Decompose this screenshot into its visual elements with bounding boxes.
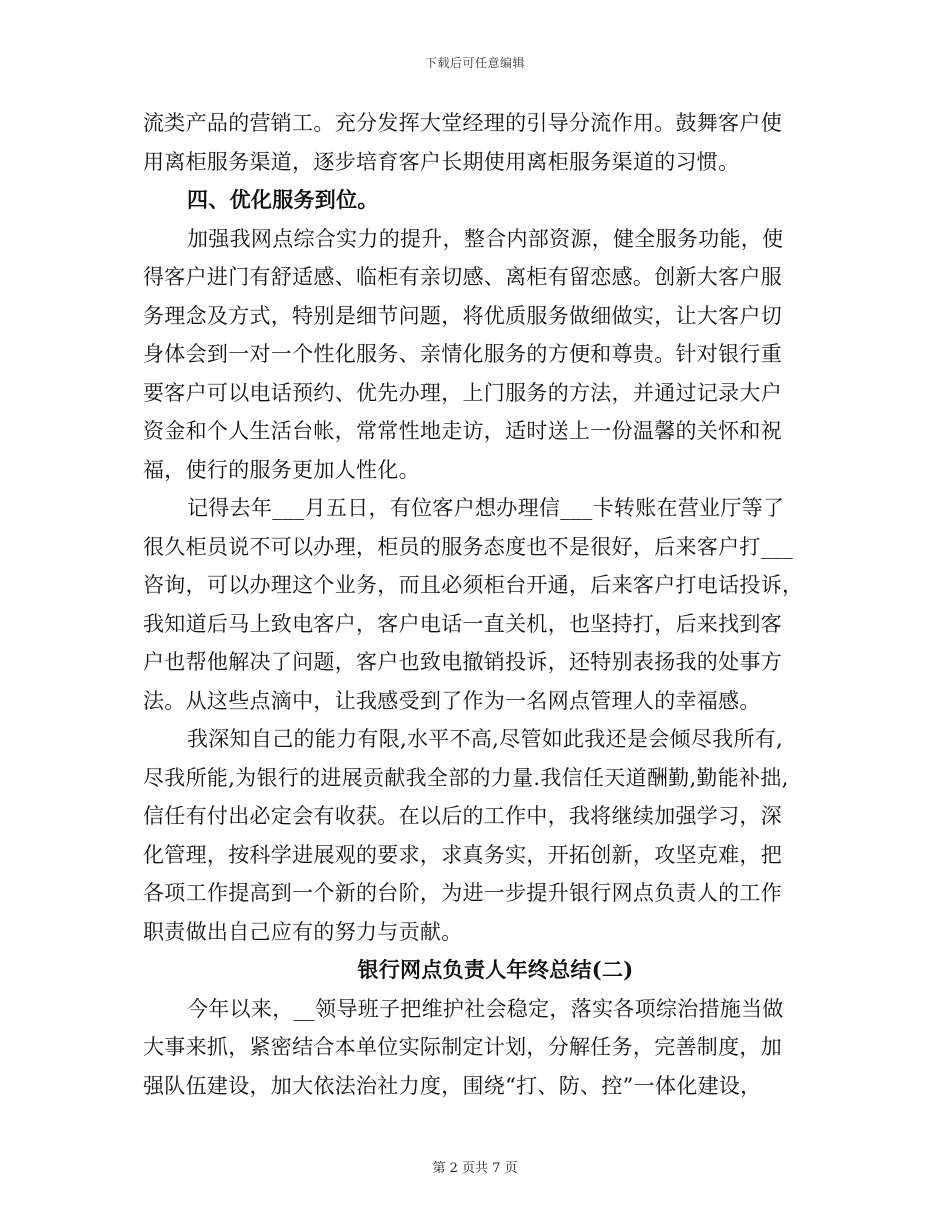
- paragraph-line: 资金和个人生活台帐，常常性地走访，适时送上一份温馨的关怀和祝: [143, 419, 782, 443]
- paragraph-line: 咨询，可以办理这个业务，而且必须柜台开通，后来客户打电话投诉，: [143, 573, 804, 597]
- page-footer: 第 2 页共 7 页: [432, 1161, 518, 1176]
- paragraph-line: 法。从这些点滴中，让我感受到了作为一名网点管理人的幸福感。: [143, 688, 761, 713]
- paragraph-line: 我知道后马上致电客户，客户电话一直关机，也坚持打，后来找到客: [143, 611, 782, 636]
- paragraph-line: 福，使行的服务更加人性化。: [143, 457, 420, 482]
- paragraph-line: 各项工作提高到一个新的台阶，为进一步提升银行网点负责人的工作: [143, 881, 782, 905]
- paragraph-line: 户也帮他解决了问题，客户也致电撤销投诉，还特别表扬我的处事方: [143, 650, 782, 674]
- paragraph-line: 流类产品的营销工。充分发挥大堂经理的引导分流作用。鼓舞客户使: [143, 111, 782, 135]
- paragraph-line: 信任有付出必定会有收获。在以后的工作中，我将继续加强学习，深: [143, 804, 782, 828]
- paragraph-line: 得客户进门有舒适感、临柜有亲切感、离柜有留恋感。创新大客户服: [143, 265, 782, 289]
- paragraph-line: 身体会到一对一个性化服务、亲情化服务的方便和尊贵。针对银行重: [143, 342, 782, 366]
- paragraph-line: 化管理，按科学进展观的要求，求真务实，开拓创新，攻坚克难，把: [143, 842, 782, 867]
- paragraph-line: 务理念及方式，特别是细节问题，将优质服务做细做实，让大客户切: [143, 303, 782, 328]
- paragraph-line: 尽我所能,为银行的进展贡献我全部的力量.我信任天道酬勤,勤能补拙,: [143, 765, 789, 790]
- page-header: 下载后可任意编辑: [424, 56, 525, 70]
- section-heading: 四、优化服务到位。: [187, 187, 379, 212]
- document-title: 银行网点负责人年终总结(二): [357, 957, 634, 982]
- paragraph-line: 职责做出自己应有的努力与贡献。: [143, 919, 463, 944]
- paragraph-line: 大事来抓，紧密结合本单位实际制定计划，分解任务，完善制度，加: [143, 1035, 782, 1059]
- paragraph-line: 加强我网点综合实力的提升，整合内部资源，健全服务功能，使: [187, 226, 784, 251]
- paragraph-line: 我深知自己的能力有限,水平不高,尽管如此我还是会倾尽我所有,: [187, 727, 784, 751]
- paragraph-line: 强队伍建设，加大依法治社力度，围绕“打、防、控”一体化建设，: [143, 1073, 762, 1098]
- document-body: [143, 104, 808, 1105]
- paragraph-line: 要客户可以电话预约、优先办理，上门服务的方法，并通过记录大户: [143, 380, 782, 405]
- paragraph-line: 用离柜服务渠道，逐步培育客户长期使用离柜服务渠道的习惯。: [143, 149, 740, 174]
- paragraph-line: 很久柜员说不可以办理，柜员的服务态度也不是很好，后来客户打___: [143, 534, 794, 559]
- paragraph-line: 记得去年___月五日，有位客户想办理信___卡转账在营业厅等了: [187, 496, 785, 520]
- paragraph-line: 今年以来，__领导班子把维护社会稳定，落实各项综治措施当做: [187, 996, 784, 1021]
